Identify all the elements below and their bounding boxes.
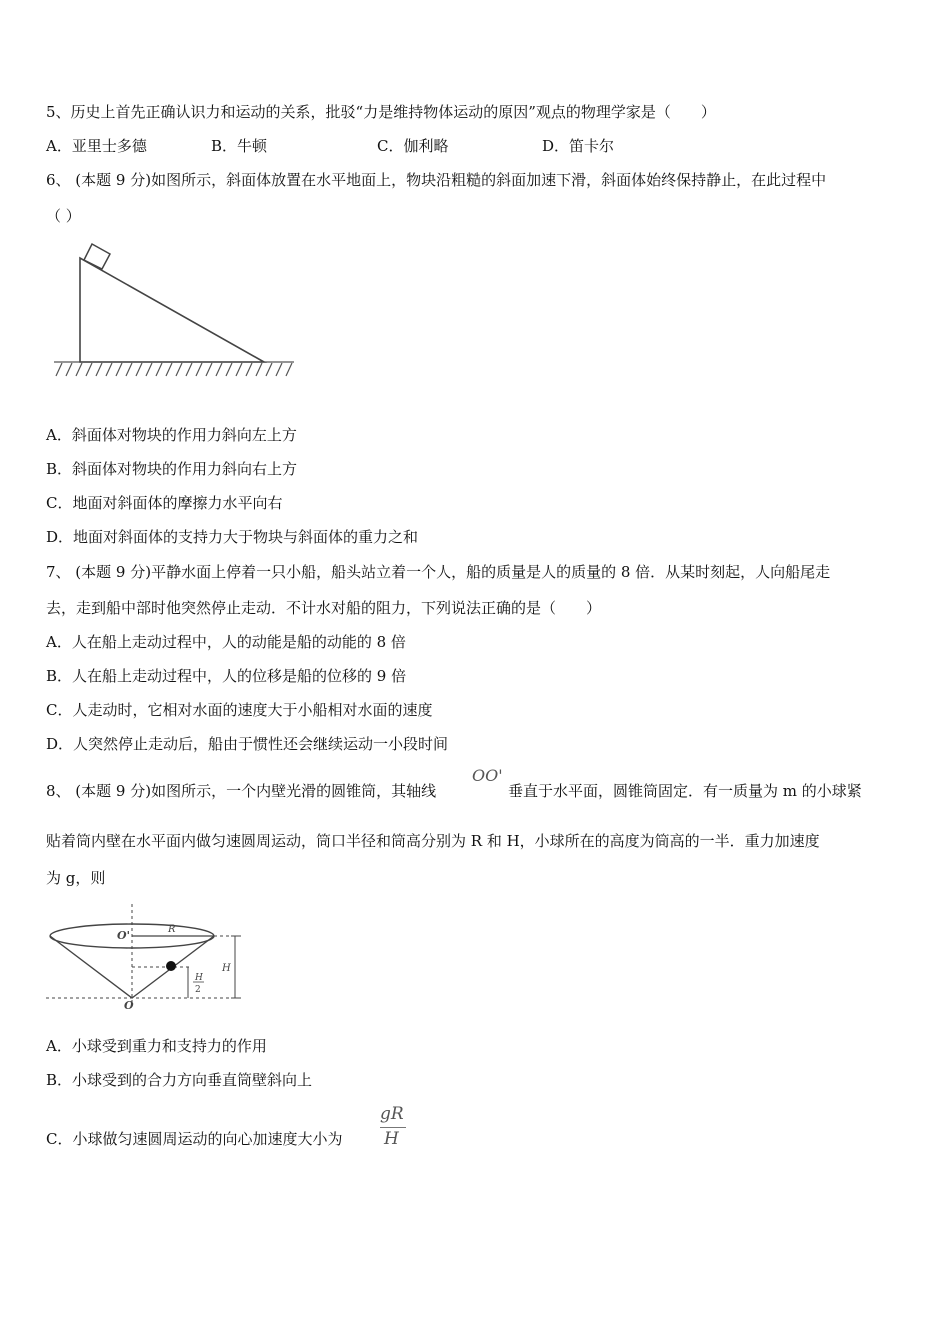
q8-stem-part1: 8、 (本题 9 分)如图所示，一个内壁光滑的圆锥筒，其轴线 (46, 782, 437, 800)
q7-stem-line2: 去，走到船中部时他突然停止走动．不计水对船的阻力，下列说法正确的是（ ） (46, 599, 602, 617)
q7-option-d: D．人突然停止走动后，船由于惯性还会继续运动一小段时间 (46, 735, 449, 753)
ground-hatch (54, 362, 294, 376)
q5-option-a: A．亚里士多德 (46, 137, 147, 155)
cone-figure (44, 902, 254, 1012)
ball (166, 961, 176, 971)
q8-option-b: B．小球受到的合力方向垂直筒壁斜向上 (46, 1071, 313, 1089)
q7-option-b: B．人在船上走动过程中，人的位移是船的位移的 9 倍 (46, 667, 407, 685)
incline-figure (44, 236, 314, 386)
q7-option-a: A．人在船上走动过程中，人的动能是船的动能的 8 倍 (46, 633, 406, 651)
q6-option-b: B．斜面体对物块的作用力斜向右上方 (46, 460, 298, 478)
q8-option-c-fraction (380, 1104, 410, 1150)
q5-option-d: D．笛卡尔 (542, 137, 615, 155)
q8-axis-symbol: OO' (472, 766, 503, 785)
incline-body (80, 258, 264, 362)
fraction-bar (380, 1127, 406, 1128)
q6-option-a: A．斜面体对物块的作用力斜向左上方 (46, 426, 297, 444)
q8-option-a: A．小球受到重力和支持力的作用 (46, 1037, 267, 1055)
q8-stem-line2: 贴着筒内壁在水平面内做匀速圆周运动，筒口半径和筒高分别为 R 和 H，小球所在的高度为筒高的一半．重力加速度 (46, 832, 820, 850)
q6-stem-line2: （ ） (46, 207, 81, 225)
q5-stem: 5、历史上首先正确认识力和运动的关系，批驳“力是维持物体运动的原因”观点的物理学家是（ ） (46, 103, 716, 121)
q5-option-c: C．伽利略 (377, 137, 449, 155)
q5-option-b: B．牛顿 (211, 137, 268, 155)
q7-stem-line1: 7、 (本题 9 分)平静水面上停着一只小船，船头站立着一个人，船的质量是人的质量的 8 倍．从某时刻起，人向船尾走 (46, 563, 831, 581)
fraction-denominator: H (384, 1129, 399, 1149)
label-h-half-den: 2 (195, 985, 201, 995)
label-o: O (124, 999, 134, 1012)
label-h-half-num: H (195, 973, 203, 983)
fraction-numerator: gR (380, 1104, 404, 1124)
q6-stem-line1: 6、 (本题 9 分)如图所示，斜面体放置在水平地面上，物块沿粗糙的斜面加速下滑，斜面体始终保持静止，在此过程中 (46, 171, 827, 189)
q6-option-d: D．地面对斜面体的支持力大于物块与斜面体的重力之和 (46, 528, 419, 546)
q8-stem-line3: 为 g，则 (46, 869, 106, 887)
label-o-prime: O' (117, 929, 130, 942)
label-r: R (168, 924, 176, 935)
q7-option-c: C．人走动时，它相对水面的速度大于小船相对水面的速度 (46, 701, 433, 719)
q8-stem-part2: 垂直于水平面，圆锥筒固定．有一质量为 m 的小球紧 (508, 782, 862, 800)
label-h: H (222, 963, 231, 974)
q6-option-c: C．地面对斜面体的摩擦力水平向右 (46, 494, 283, 512)
sliding-block (84, 244, 110, 269)
q8-option-c: C．小球做匀速圆周运动的向心加速度大小为 (46, 1130, 343, 1148)
